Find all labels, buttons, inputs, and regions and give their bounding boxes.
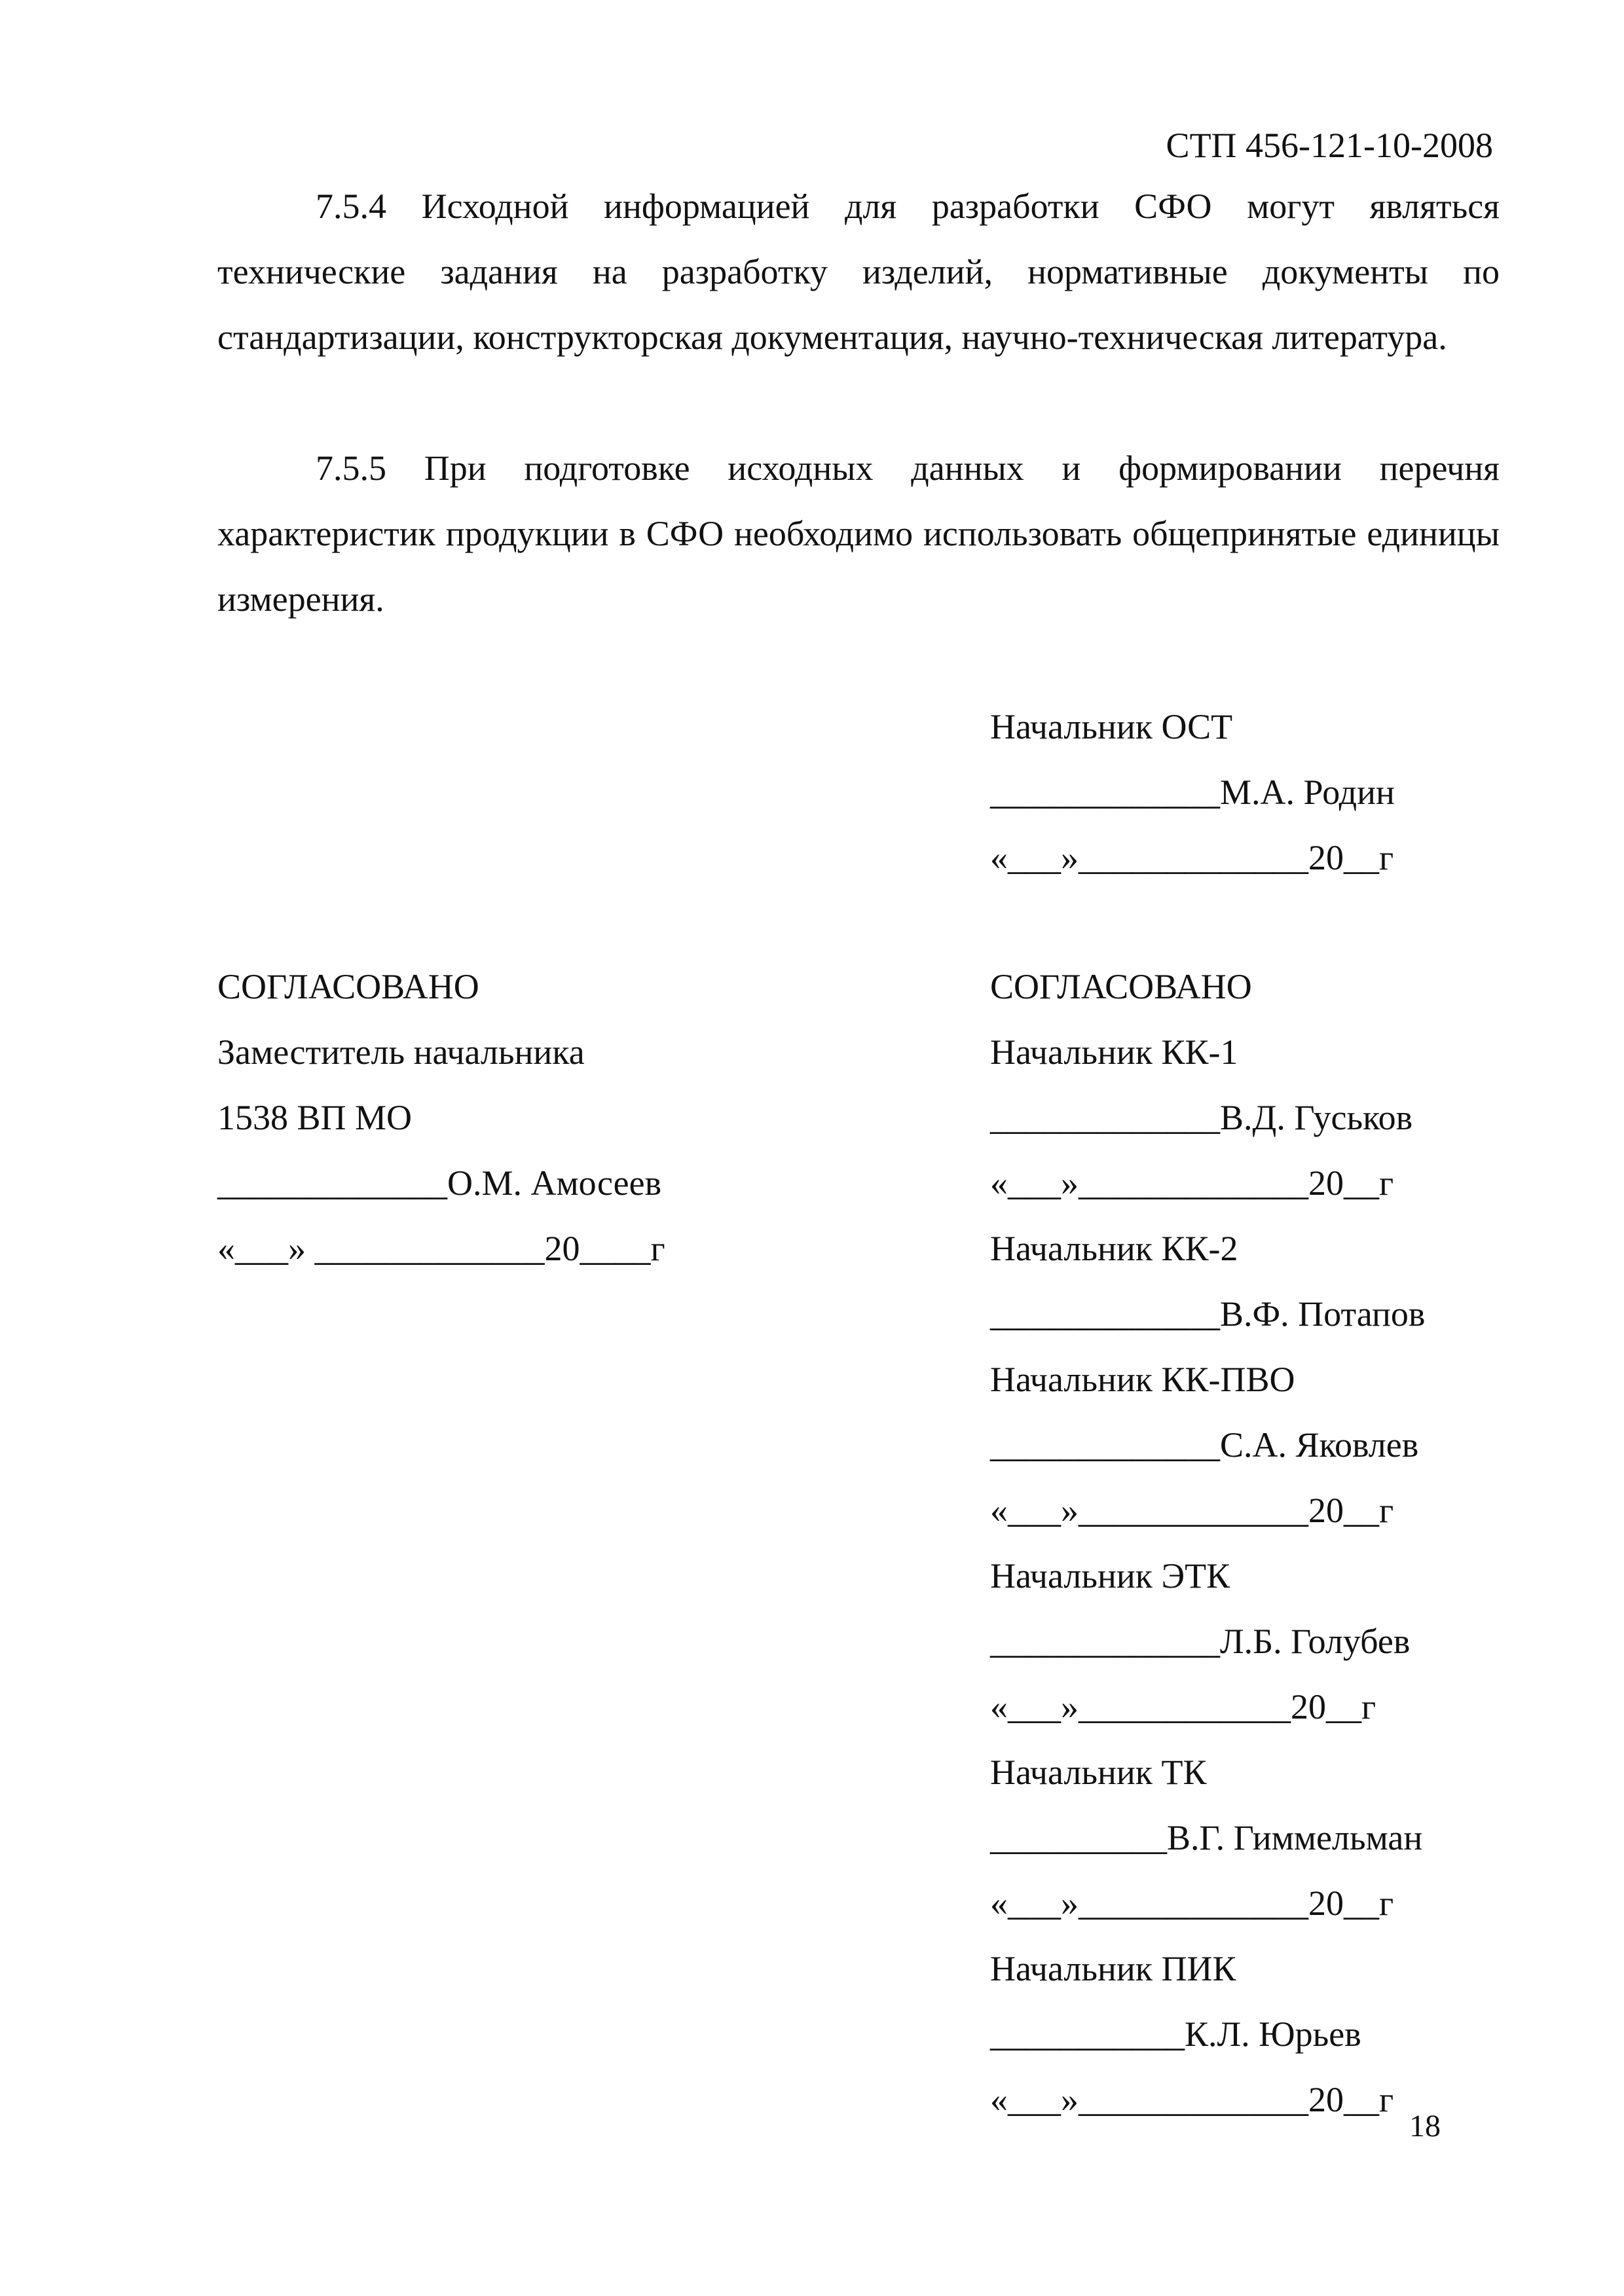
- page-number: 18: [1409, 2109, 1441, 2143]
- left-date-line: «___» _____________20____г: [217, 1229, 665, 1268]
- ost-date-line: «___»_____________20__г: [990, 838, 1394, 877]
- ost-signature-line: _____________М.А. Родин: [990, 773, 1395, 812]
- left-signature-line: _____________О.М. Амосеев: [217, 1163, 662, 1203]
- pik-signature-line: ___________К.Л. Юрьев: [990, 2014, 1361, 2054]
- kkpvo-date-line: «___»_____________20__г: [990, 1491, 1394, 1530]
- left-unit: 1538 ВП МО: [217, 1098, 413, 1137]
- ost-title: Начальник ОСТ: [990, 707, 1233, 746]
- paragraph-7-5-4: 7.5.4 Исходной информацией для разработки СФО могут являться технические задания на разработку изделий, нормативные документы по стандартизации, конструкторская документация, научно-техническая литература.: [217, 187, 1500, 357]
- kk1-title: Начальник КК-1: [990, 1032, 1238, 1072]
- pik-date-line: «___»_____________20__г: [990, 2080, 1394, 2119]
- kk2-signature-line: _____________В.Ф. Потапов: [990, 1294, 1426, 1334]
- etk-signature-line: _____________Л.Б. Голубев: [990, 1622, 1411, 1661]
- paragraph-7-5-5: 7.5.5 При подготовке исходных данных и формировании перечня характеристик продукции в СФО необходимо использовать общепринятые единицы измерения.: [217, 448, 1500, 619]
- tk-title: Начальник ТК: [990, 1753, 1207, 1792]
- tk-signature-line: __________В.Г. Гиммельман: [990, 1818, 1423, 1857]
- right-agreed-heading: СОГЛАСОВАНО: [990, 967, 1252, 1006]
- kk2-title: Начальник КК-2: [990, 1229, 1238, 1268]
- etk-title: Начальник ЭТК: [990, 1556, 1230, 1595]
- kk1-signature-line: _____________В.Д. Гуськов: [990, 1098, 1413, 1137]
- kkpvo-signature-line: _____________С.А. Яковлев: [990, 1425, 1419, 1465]
- tk-date-line: «___»_____________20__г: [990, 1884, 1394, 1923]
- kk1-date-line: «___»_____________20__г: [990, 1163, 1394, 1203]
- document-code: СТП 456-121-10-2008: [1166, 126, 1493, 165]
- left-agreed-heading: СОГЛАСОВАНО: [217, 967, 479, 1006]
- etk-date-line: «___»____________20__г: [990, 1687, 1376, 1726]
- approval-left-column: [217, 0, 665, 1268]
- pik-title: Начальник ПИК: [990, 1949, 1236, 1988]
- kkpvo-title: Начальник КК-ПВО: [990, 1360, 1295, 1399]
- left-position: Заместитель начальника: [217, 1032, 585, 1072]
